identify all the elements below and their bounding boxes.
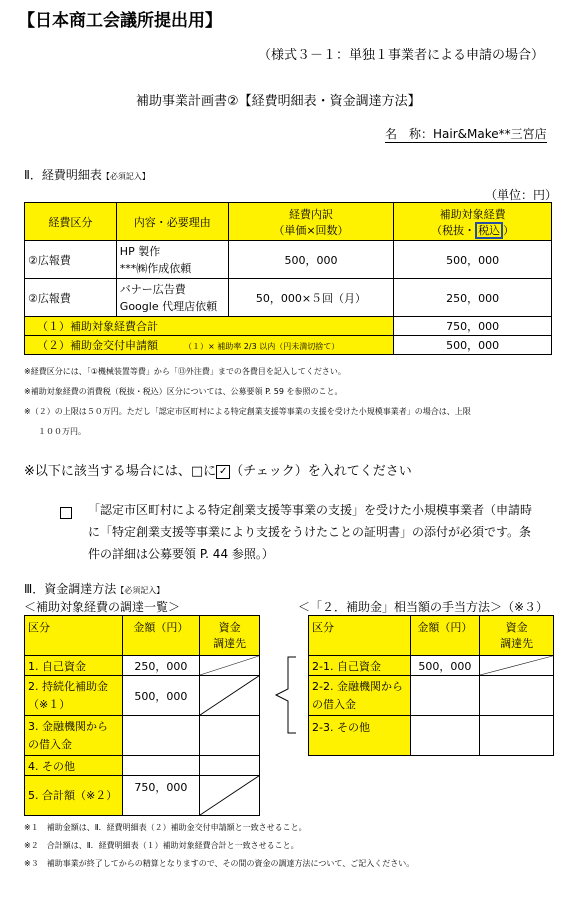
business-name: 名 称：Hair&Make**三宮店: [385, 127, 547, 141]
footnote-2: ※２ 合計額は、Ⅱ．経費明細表（１）補助対象経費合計と一致させること。: [24, 841, 299, 850]
row-source: [480, 676, 554, 716]
row-content-line2: Google 代理店依頼: [119, 299, 218, 313]
row-amount: [122, 756, 200, 776]
footnote-1: ※１ 補助金額は、Ⅱ．経費明細表（２）補助金交付申請額と一致させること。: [24, 823, 307, 832]
table-row: [25, 241, 552, 279]
row-content: [116, 241, 228, 279]
checkbox-item-line1: 「認定市区町村による特定創業支援等事業の支援」を受けた小規模事業者（申請時: [88, 503, 533, 517]
funding-table-left: [24, 615, 260, 816]
row-label: 3. 金融機関からの借入金: [25, 716, 123, 756]
table-row: [25, 656, 260, 676]
row-label: 2. 持続化補助金（※１）: [25, 676, 123, 716]
row-amount: 750，000: [122, 776, 200, 816]
note-3: ※（２）の上限は５０万円。ただし「認定市区町村による特定創業支援等事業の支援を受けた小規模事業者」の場合は、上限: [24, 407, 471, 416]
row-source-slashed: [480, 656, 554, 676]
check-mark-icon: ✓: [216, 465, 230, 479]
checkbox-item-line2: に「特定創業支援等事業により支援をうけたことの証明書」の添付が必須です。条: [88, 525, 532, 539]
total-value: 750，000: [394, 317, 552, 336]
checkbox-square[interactable]: [60, 507, 72, 519]
breakdown-header-line1: 経費内訳: [288, 207, 333, 221]
col-header-breakdown: [228, 203, 394, 241]
row-amount: [410, 676, 480, 716]
row-label: 2-1. 自己資金: [309, 656, 411, 676]
expense-table: [24, 202, 552, 355]
left-caption: ＜補助対象経費の調達一覧＞: [24, 600, 181, 614]
col-header-eligible: [394, 203, 552, 241]
check-instruction-before: ※以下に該当する場合には、□に: [24, 464, 217, 479]
source-header-line2: 調達先: [500, 637, 534, 650]
tax-excluded-label: （税抜・: [431, 223, 476, 237]
document-title: 補助事業計画書②【経費明細表・資金調達方法】: [136, 94, 421, 109]
source-header-line1: 資金: [218, 621, 241, 634]
table-row: [309, 656, 554, 676]
row-label: 1. 自己資金: [25, 656, 123, 676]
row-content-line2: ***㈱作成依頼: [119, 261, 192, 275]
brace-connector: [268, 655, 298, 735]
row-source-slashed: [200, 676, 260, 716]
section-3-heading: [24, 580, 164, 597]
form-type: （様式３－１：単独１事業者による申請の場合）: [258, 48, 545, 63]
required-badge: 【必須記入】: [116, 586, 165, 595]
row-category: ②広報費: [25, 241, 117, 279]
row-label: 5. 合計額（※２）: [25, 776, 123, 816]
unit-label: （単位：円）: [485, 188, 558, 202]
row-label: 2-3. その他: [309, 716, 411, 756]
required-badge: 【必須記入】: [101, 172, 150, 181]
row-amount: 500，000: [410, 656, 480, 676]
table-row: [309, 676, 554, 716]
total-row: [25, 317, 552, 336]
row-content: [116, 279, 228, 317]
funding-table-right: [308, 615, 554, 756]
row-source: [200, 716, 260, 756]
table-header-row: [25, 616, 260, 656]
row-category: ②広報費: [25, 279, 117, 317]
row-label: 2-2. 金融機関からの借入金: [309, 676, 411, 716]
section-2-heading-text: Ⅱ．経費明細表: [24, 168, 102, 182]
eligible-header-line1: 補助対象経費: [439, 207, 506, 221]
row-content-line1: HP 製作: [119, 244, 161, 258]
col-header-source: [480, 616, 554, 656]
row-source-slashed: [200, 776, 260, 816]
checkbox-item-line3: 件の詳細は公募要領 P. 44 参照。）: [88, 547, 274, 561]
table-row: [25, 716, 260, 756]
footnote-3: ※３ 補助事業が終了してからの精算となりますので、その間の資金の調達方法について、ご記入ください。: [24, 859, 415, 868]
row-amount: 500，000: [122, 676, 200, 716]
col-header-category: [25, 203, 117, 241]
note-2: ※補助対象経費の消費税（税抜・税込）区分については、公募要領 P. 59 を参照のこと。: [24, 387, 343, 396]
row-amount: [410, 716, 480, 756]
row-source: [480, 716, 554, 756]
row-source-slashed: [200, 656, 260, 676]
table-row: [25, 776, 260, 816]
checkbox-item-text: [88, 499, 532, 565]
grant-label: （２）補助金交付申請額: [37, 339, 158, 352]
table-header-row: [309, 616, 554, 656]
breakdown-header-line2: （単価×回数）: [273, 223, 349, 237]
col-header-category-text: 経費区分: [48, 215, 93, 229]
section-3-heading-text: Ⅲ．資金調達方法: [24, 582, 117, 596]
col-header-category: 区分: [25, 616, 123, 656]
row-source: [200, 756, 260, 776]
tax-close-paren: ）: [503, 223, 515, 237]
document-header-title: 【日本商工会議所提出用】: [18, 11, 222, 31]
grant-note: （１）× 補助率 2/3 以内（円未満切捨て）: [184, 342, 340, 351]
col-header-content: [116, 203, 228, 241]
check-instruction: [24, 460, 412, 479]
row-amount: 250，000: [394, 279, 552, 317]
eligibility-checkbox[interactable]: [60, 502, 72, 521]
col-header-amount: 金額（円）: [122, 616, 200, 656]
col-header-amount: 金額（円）: [410, 616, 480, 656]
grant-value: 500，000: [394, 336, 552, 355]
note-1: ※経費区分には、「①機械装置等費」から「⑬外注費」までの各費目を記入してください。: [24, 367, 346, 376]
table-header-row: [25, 203, 552, 241]
table-row: [25, 676, 260, 716]
note-4: １００万円。: [38, 427, 86, 436]
source-header-line2: 調達先: [213, 637, 247, 650]
total-label: （１）補助対象経費合計: [25, 317, 394, 336]
row-content-line1: バナー広告費: [119, 282, 186, 296]
source-header-line1: 資金: [505, 621, 528, 634]
table-row: [25, 279, 552, 317]
tax-included-selected: 税込: [475, 222, 503, 239]
section-2-heading: [24, 166, 150, 183]
table-row: [309, 716, 554, 756]
grant-label-cell: [25, 336, 394, 355]
row-amount: 500，000: [394, 241, 552, 279]
right-caption: ＜「２．補助金」相当額の手当方法＞（※３）: [298, 600, 549, 614]
col-header-category: 区分: [309, 616, 411, 656]
row-amount: 250，000: [122, 656, 200, 676]
col-header-source: [200, 616, 260, 656]
check-instruction-after: （チェック）を入れてください: [230, 464, 412, 479]
row-breakdown: 500，000: [228, 241, 394, 279]
table-row: [25, 756, 260, 776]
row-breakdown: 50，000×５回（月）: [228, 279, 394, 317]
grant-row: [25, 336, 552, 355]
row-amount: [122, 716, 200, 756]
row-label: 4. その他: [25, 756, 123, 776]
col-header-content-text: 内容・必要理由: [133, 215, 211, 229]
